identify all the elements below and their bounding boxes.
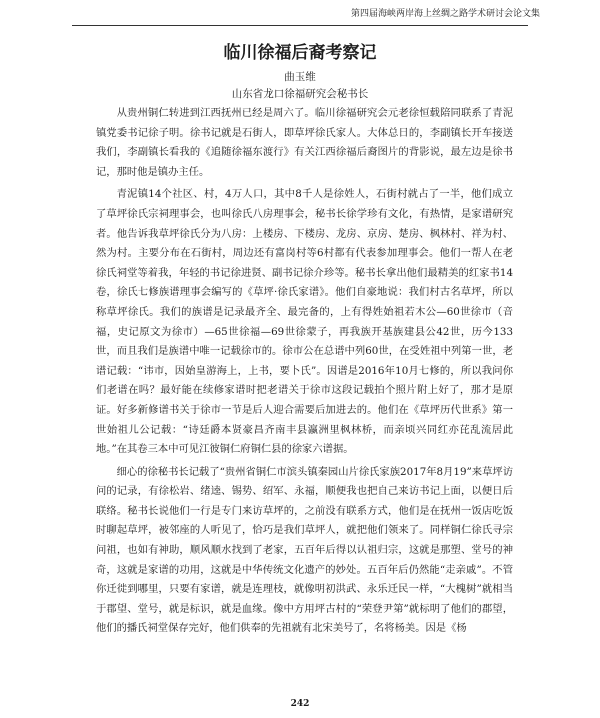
article-title: 临川徐福后裔考察记	[223, 43, 377, 63]
body-paragraph: 细心的徐秘书长记载了“贵州省铜仁市滨头镇秦园山片徐氏家族2017年8月19”来草坪访问的记录，有徐松岩、绪逵、锡势、绍军、永福，顺便我也把自己来访书记上面，以便日后联络。秘书长说他们一行是专门来访草坪的，之前没有联系方式，他们是在抚州一饭店吃饭时聊起草坪，被邻座的人听见了，恰巧是我们草坪人，就把他们领来了。同样铜仁徐氏寻宗问祖，也如有神助，顺风顺水找到了老家，五百年后得以认祖归宗，这就是那塑、堂号的神奇，这就是家谱的功用，这就是中华传统文化遗产的妙处。五百年后仍然能“走亲戚”。不管你迁徙到哪里，只要有家谱，就是连理枝，就像明初洪武、永乐迁民一样，“大槐树”就相当于郡望、堂号，就是标识，就是血缘。像中方用坪古村的“荣登尹第”就标明了他们的郡望，他们的播氏祠堂保存完好，他们供奉的先祖就有北宋美号了，名将杨美。因是《杨	[96, 465, 513, 635]
running-head: 第四届海峡两岸海上丝绸之路学术研讨会论文集	[350, 9, 540, 19]
header-rule	[72, 25, 528, 26]
article-author: 曲玉维	[284, 71, 316, 83]
page-number: 242	[290, 699, 310, 709]
article-body	[96, 104, 513, 639]
body-paragraph: 青泥镇14个社区、村，4万人口，其中8千人是徐姓人，石街村就占了一半，他们成立了草坪徐氏宗祠理事会，也叫徐氏八房理事会，秘书长徐学珍有文化，有热情，是家谱研究者。他告诉我草坪徐氏分为八房：上楼房、下楼房、龙房、京房、楚房、枫林村、祥为村、然为村。主要分布在石街村，周边还有富岗村等6村都有代表参加理事会。他们一帮人在老徐氏祠堂等着我，年轻的书记徐进贤、副书记徐介珍等。秘书长拿出他们最精美的红家书14卷，徐氏七修族谱理事会编写的《草坪·徐氏家谱》。他们自豪地说：我们村古名草坪，所以称草坪徐氏。我们的族谱是记录最齐全、最完备的，上有得姓始祖若木公—60世徐市（音福，史记原文为徐市）—65世徐福—69世徐蒙子，再我族开基族建县公42世，历今133世，而且我们是族谱中唯一记载徐市的。徐市公在总谱中列60世，在受姓祖中列第一世，老谱记载：“讳市，因始皇游海上，上书，要卜氏”。因谱是2016年10月七修的，所以我问你们老谱在吗？最好能在续修家谱时把老谱关于徐市这段记载拍个照片附上好了，那才是原证。好多新修谱书关于徐市一节是后人迎合需要后加进去的。他们在《草坪历代世系》第一世始祖儿公记载：“诗廷爵本贤豪昌齐南丰县瀛洲里枫林桥，而亲顷兴同红亦芘乱流居此地。”在其卷三本中可见江彼铜仁府铜仁县的徐家六谱据。	[96, 188, 513, 456]
body-paragraph: 从贵州铜仁转进到江西抚州已经是周六了。临川徐福研究会元老徐恒载陪同联系了青泥镇党委书记徐子明。徐书记就是石街人，即草坪徐氏家人。大体总日的，李副镇长开车接送我们，李副镇长看我的《追随徐福东渡行》有关江西徐福后裔图片的背影说，最左边是徐书记，那时他是镇办主任。	[96, 107, 513, 178]
author-affiliation: 山东省龙口徐福研究会秘书长	[231, 88, 369, 100]
